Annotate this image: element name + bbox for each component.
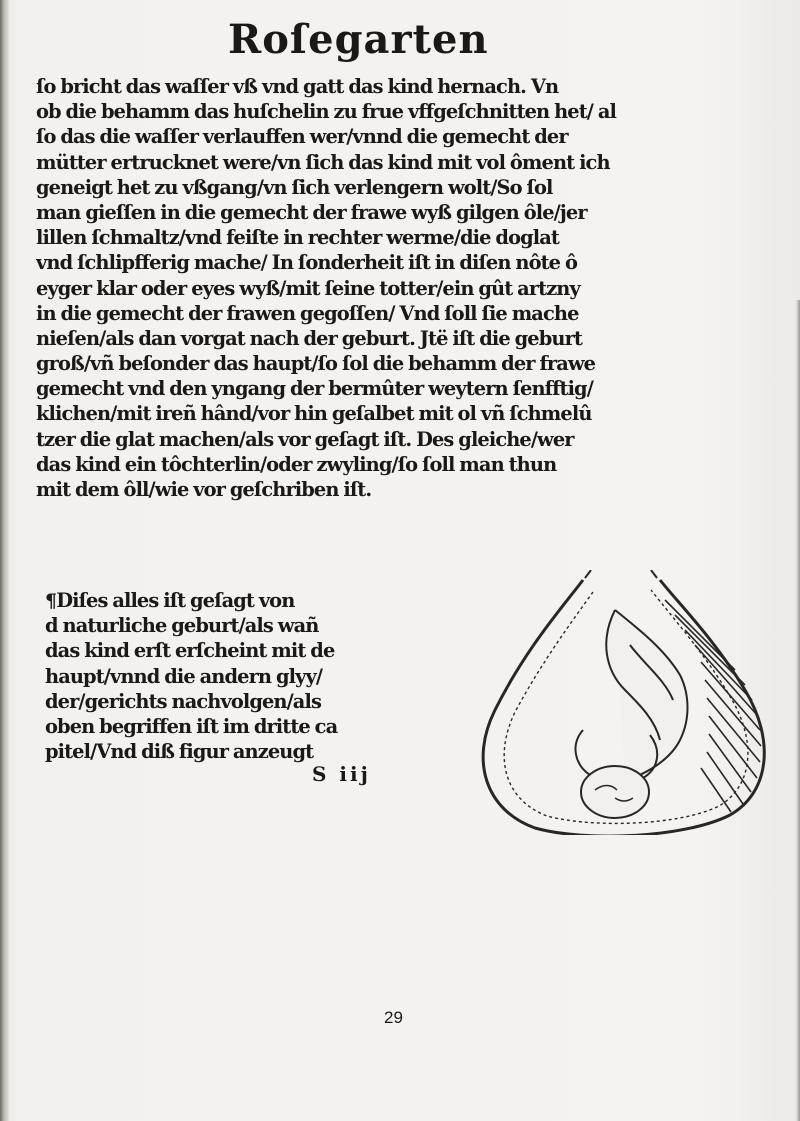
text-line: geneigt het zu vßgang/vn ſich verlengern wolt/So ſol [36, 175, 553, 199]
text-line: mit dem ôll/wie vor geſchriben iſt. [36, 478, 372, 501]
text-line: tzer die glat machen/als vor geſagt iſt. Des gleiche/wer [36, 427, 574, 451]
woodcut-illustration [465, 570, 780, 835]
text-line: mütter ertrucknet were/vn ſich das kind mit vol ôment ich [36, 150, 610, 174]
running-head: Roſegarten [228, 16, 489, 63]
text-line: ſo das die waſſer verlauffen wer/vnnd die gemecht der [36, 125, 568, 149]
page-edge-shadow [796, 300, 800, 1121]
caption-line: d naturliche geburt/als wañ [45, 614, 319, 638]
figure-caption [45, 588, 445, 764]
pilcrow-icon: ¶ [45, 590, 57, 612]
page-gutter-shadow [0, 0, 10, 1121]
text-line: lillen ſchmaltz/vnd feiſte in rechter werme/die doglat [36, 226, 559, 250]
text-line: nieſen/als dan vorgat nach der geburt. Jtë iſt die geburt [36, 326, 582, 350]
caption-line: pitel/Vnd diß figur anzeugt [45, 740, 314, 764]
text-line: gemecht vnd den yngang der bermûter weytern ſenfftig/ [36, 377, 593, 401]
text-line: eyger klar oder eyes wyß/mit ſeine totter/ein gût artzny [36, 276, 580, 300]
caption-line: oben begriffen iſt im dritte ca [45, 714, 338, 738]
caption-line: der/gerichts nachvolgen/als [45, 689, 321, 713]
caption-line: haupt/vnnd die andern glyy/ [45, 664, 323, 688]
text-line: vnd ſchlipfferig mache/ In ſonderheit iſt in diſen nôte ô [36, 251, 577, 275]
infant-figure [576, 610, 688, 818]
page-number: 29 [384, 1008, 403, 1027]
text-line: ſo bricht das waſſer vß vnd gatt das kind hernach. Vn [36, 75, 559, 98]
signature-mark: S iij [312, 762, 371, 786]
caption-line: das kind erſt erſcheint mit de [45, 639, 335, 663]
caption-line: ¶Diſes alles iſt geſagt von [45, 589, 295, 612]
infant-head [581, 766, 649, 818]
text-line: man gieſſen in die gemecht der frawe wyß gilgen ôle/jer [36, 200, 587, 224]
text-line: in die gemecht der frawen gegoſſen/ Vnd ſoll ſie mache [36, 301, 579, 325]
text-line: ob die behamm das huſchelin zu frue vffgeſchnitten het/ al [36, 100, 616, 124]
body-paragraph [36, 74, 751, 502]
text-line: klichen/mit ireñ hând/vor hin geſalbet mit ol vñ ſchmelû [36, 402, 592, 426]
text-line: das kind ein tôchterlin/oder zwyling/ſo ſoll man thun [36, 452, 557, 476]
text-line: groß/vñ beſonder das haupt/ſo ſol die behamm der frawe [36, 352, 596, 376]
